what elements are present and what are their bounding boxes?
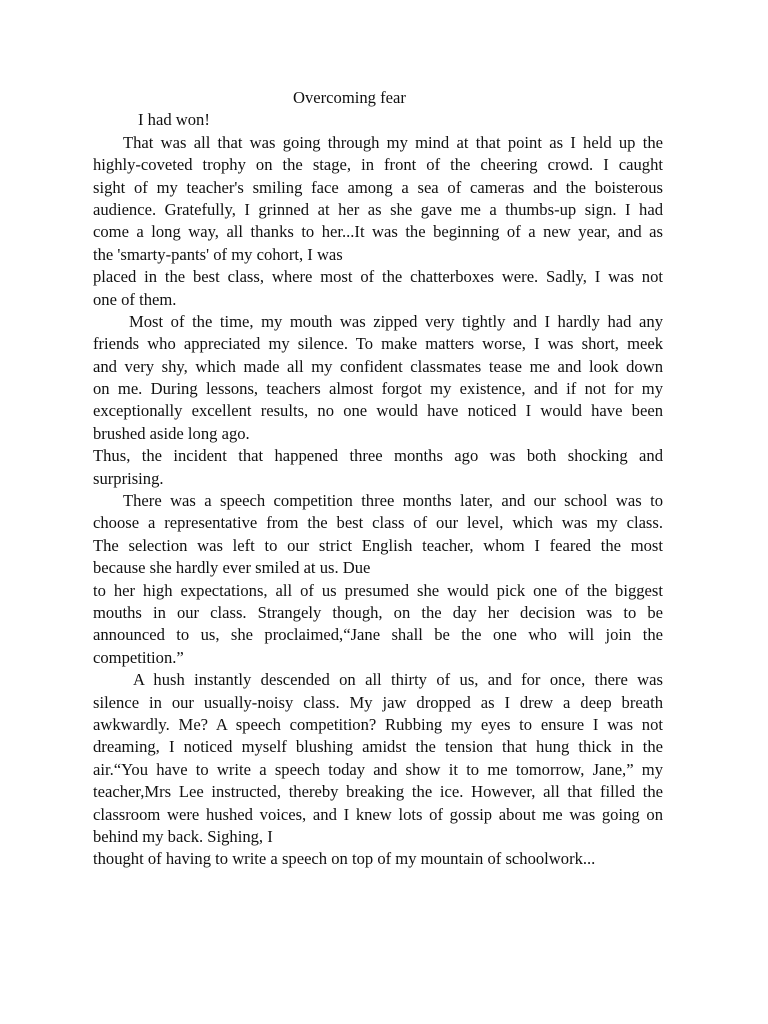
text-line: to her high expectations, all of us presumed she would pick one of the biggest <box>93 580 663 600</box>
text-line: air.“You have to write a speech today and show it to me tomorrow, Jane,” my <box>93 759 663 779</box>
text-line: competition.” <box>93 647 184 667</box>
text-line: surprising. <box>93 468 164 488</box>
text-line: the 'smarty-pants' of my cohort, I was <box>93 244 343 264</box>
text-line: dreaming, I noticed myself blushing amidst the tension that hung thick in the <box>93 737 663 757</box>
text-line: exceptionally excellent results, no one would have noticed I would have been <box>93 401 663 421</box>
text-line: I had won! <box>138 110 210 130</box>
page-title: Overcoming fear <box>293 88 406 107</box>
text-line: one of them. <box>93 289 177 309</box>
text-line: sight of my teacher's smiling face among a sea of cameras and the boisterous <box>93 177 663 197</box>
text-line: friends who appreciated my silence. To make matters worse, I was short, meek <box>93 334 663 354</box>
text-line: That was all that was going through my mind at that point as I held up the <box>123 132 663 152</box>
text-line: announced to us, she proclaimed,“Jane shall be the one who will join the <box>93 625 663 645</box>
text-line: Thus, the incident that happened three months ago was both shocking and <box>93 446 663 466</box>
text-line: Most of the time, my mouth was zipped very tightly and I hardly had any <box>129 311 663 331</box>
text-line: behind my back. Sighing, I <box>93 826 273 846</box>
text-line: A hush instantly descended on all thirty of us, and for once, there was <box>133 670 663 690</box>
text-line: mouths in our class. Strangely though, on the day her decision was to be <box>93 602 663 622</box>
text-line: because she hardly ever smiled at us. Due <box>93 558 371 578</box>
text-line: thought of having to write a speech on top of my mountain of schoolwork... <box>93 849 596 869</box>
text-line: The selection was left to our strict English teacher, whom I feared the most <box>93 535 663 555</box>
text-line: come a long way, all thanks to her...It was the beginning of a new year, and as <box>93 222 663 242</box>
text-line: and very shy, which made all my confident classmates tease me and look down <box>93 356 663 376</box>
text-line: awkwardly. Me? A speech competition? Rubbing my eyes to ensure I was not <box>93 714 663 734</box>
text-line: highly-coveted trophy on the stage, in front of the cheering crowd. I caught <box>93 155 663 175</box>
text-line: choose a representative from the best class of our level, which was my class. <box>93 513 663 533</box>
text-line: audience. Gratefully, I grinned at her as she gave me a thumbs-up sign. I had <box>93 199 663 219</box>
text-line: teacher,Mrs Lee instructed, thereby breaking the ice. However, all that filled the <box>93 782 663 802</box>
essay-body <box>93 87 663 871</box>
text-line: silence in our usually-noisy class. My jaw dropped as I drew a deep breath <box>93 692 663 712</box>
text-line: There was a speech competition three months later, and our school was to <box>123 491 663 511</box>
text-line: brushed aside long ago. <box>93 423 250 443</box>
text-line: placed in the best class, where most of the chatterboxes were. Sadly, I was not <box>93 267 663 287</box>
text-line: on me. During lessons, teachers almost forgot my existence, and if not for my <box>93 379 663 399</box>
text-line: classroom were hushed voices, and I knew lots of gossip about me was going on <box>93 804 663 824</box>
